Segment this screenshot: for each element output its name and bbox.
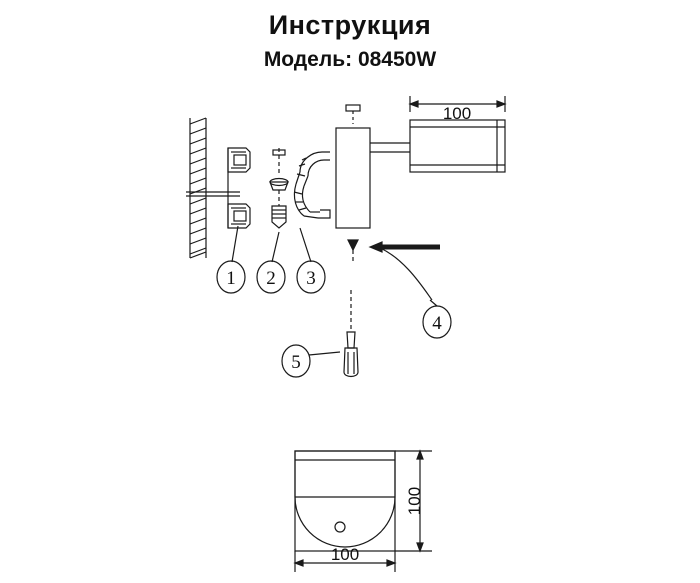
lamp-length-value: 100 xyxy=(442,104,472,123)
model-value: 08450W xyxy=(357,48,437,71)
lamp-body xyxy=(336,120,505,228)
screwdriver xyxy=(344,290,358,377)
drawing-width-value: 100 xyxy=(330,545,360,564)
callout-5: 5 xyxy=(291,352,301,373)
screw-item2 xyxy=(270,148,288,228)
drawing-height-value: 100 xyxy=(405,486,424,516)
callout-4: 4 xyxy=(432,313,442,334)
model-label: Модель: xyxy=(263,48,353,71)
page-title: Инструкция xyxy=(268,10,432,40)
top-screw xyxy=(346,105,360,124)
wall-bracket xyxy=(228,148,250,228)
flexible-arm xyxy=(294,152,330,218)
callout-1: 1 xyxy=(226,268,236,289)
callout-3: 3 xyxy=(306,268,316,289)
bottom-screw-item4 xyxy=(348,240,358,262)
callout-2: 2 xyxy=(266,268,276,289)
wall-surface xyxy=(190,118,206,258)
